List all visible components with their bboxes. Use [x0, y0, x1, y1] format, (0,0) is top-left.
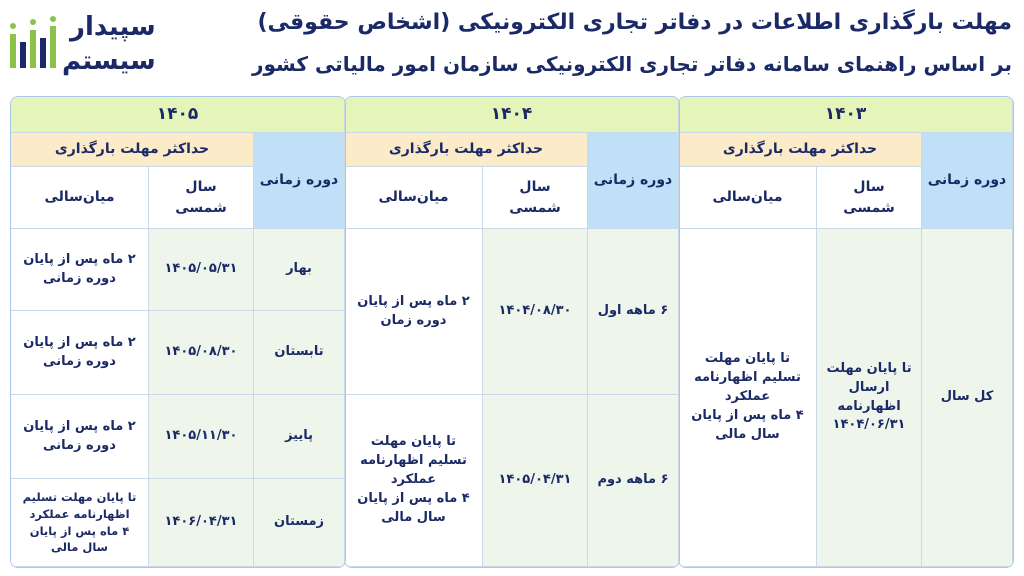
- period-cell: زمستان: [254, 479, 345, 567]
- brand-logo: [8, 10, 178, 80]
- midyear-deadline-cell: ۲ ماه پس از پایان دوره زمان: [345, 229, 483, 395]
- year-1403-panel: [678, 96, 1014, 568]
- midyear-deadline-cell: ۲ ماه پس از پایان دوره زمانی: [11, 311, 149, 395]
- solar-deadline-cell: ۱۴۰۶/۰۴/۳۱: [149, 479, 254, 567]
- solar-deadline-cell: ۱۴۰۵/۰۴/۳۱: [483, 395, 588, 567]
- solar-year-label: سال شمسی: [175, 179, 227, 216]
- midyear-header: میان‌سالی: [679, 167, 817, 229]
- period-cell: ۶ ماهه دوم: [588, 395, 679, 567]
- period-cell: تابستان: [254, 311, 345, 395]
- midyear-deadline-cell: تا پایان مهلت تسلیم اظهارنامه عملکرد ۴ ماه پس از پایان سال مالی: [345, 395, 483, 567]
- period-cell: بهار: [254, 229, 345, 311]
- midyear-deadline-cell: تا پایان مهلت تسلیم اظهارنامه عملکرد ۴ ماه پس از پایان سال مالی: [11, 479, 149, 567]
- solar-year-header: [817, 167, 922, 229]
- solar-year-label: سال شمسی: [843, 179, 895, 216]
- year-header: ۱۴۰۳: [679, 97, 1013, 133]
- max-deadline-header: حداکثر مهلت بارگذاری: [345, 133, 588, 167]
- midyear-header: میان‌سالی: [11, 167, 149, 229]
- solar-year-header: [483, 167, 588, 229]
- page-header: [0, 0, 1024, 92]
- year-1404-panel: [344, 96, 680, 568]
- year-header: ۱۴۰۵: [11, 97, 345, 133]
- page-title: مهلت بارگذاری اطلاعات در دفاتر تجاری الکترونیکی (اشخاص حقوقی): [257, 10, 1012, 35]
- solar-deadline-cell: ۱۴۰۵/۱۱/۳۰: [149, 395, 254, 479]
- solar-year-label: سال شمسی: [509, 179, 561, 216]
- period-header: دوره زمانی: [254, 133, 345, 229]
- max-deadline-header: حداکثر مهلت بارگذاری: [11, 133, 254, 167]
- solar-deadline-cell: تا پایان مهلت ارسال اظهارنامه ۱۴۰۴/۰۶/۳۱: [817, 229, 922, 567]
- logo-line1: سپیدار: [70, 12, 156, 42]
- midyear-deadline-cell: تا پایان مهلت تسلیم اظهارنامه عملکرد ۴ ماه پس از پایان سال مالی: [679, 229, 817, 567]
- logo-bars-icon: [8, 16, 58, 72]
- midyear-header: میان‌سالی: [345, 167, 483, 229]
- period-cell: پاییز: [254, 395, 345, 479]
- solar-year-header: [149, 167, 254, 229]
- period-cell: کل سال: [922, 229, 1013, 567]
- midyear-deadline-cell: ۲ ماه پس از پایان دوره زمانی: [11, 229, 149, 311]
- midyear-deadline-cell: ۲ ماه پس از پایان دوره زمانی: [11, 395, 149, 479]
- solar-deadline-cell: ۱۴۰۵/۰۸/۳۰: [149, 311, 254, 395]
- solar-deadline-cell: ۱۴۰۴/۰۸/۳۰: [483, 229, 588, 395]
- year-header: ۱۴۰۴: [345, 97, 679, 133]
- solar-deadline-cell: ۱۴۰۵/۰۵/۳۱: [149, 229, 254, 311]
- period-cell: ۶ ماهه اول: [588, 229, 679, 395]
- year-1405-panel: [10, 96, 346, 568]
- logo-line2: سیستم: [62, 46, 156, 76]
- period-header: دوره زمانی: [922, 133, 1013, 229]
- page-subtitle: بر اساس راهنمای سامانه دفاتر تجاری الکترونیکی سازمان امور مالیاتی کشور: [251, 52, 1012, 76]
- max-deadline-header: حداکثر مهلت بارگذاری: [679, 133, 922, 167]
- period-header: دوره زمانی: [588, 133, 679, 229]
